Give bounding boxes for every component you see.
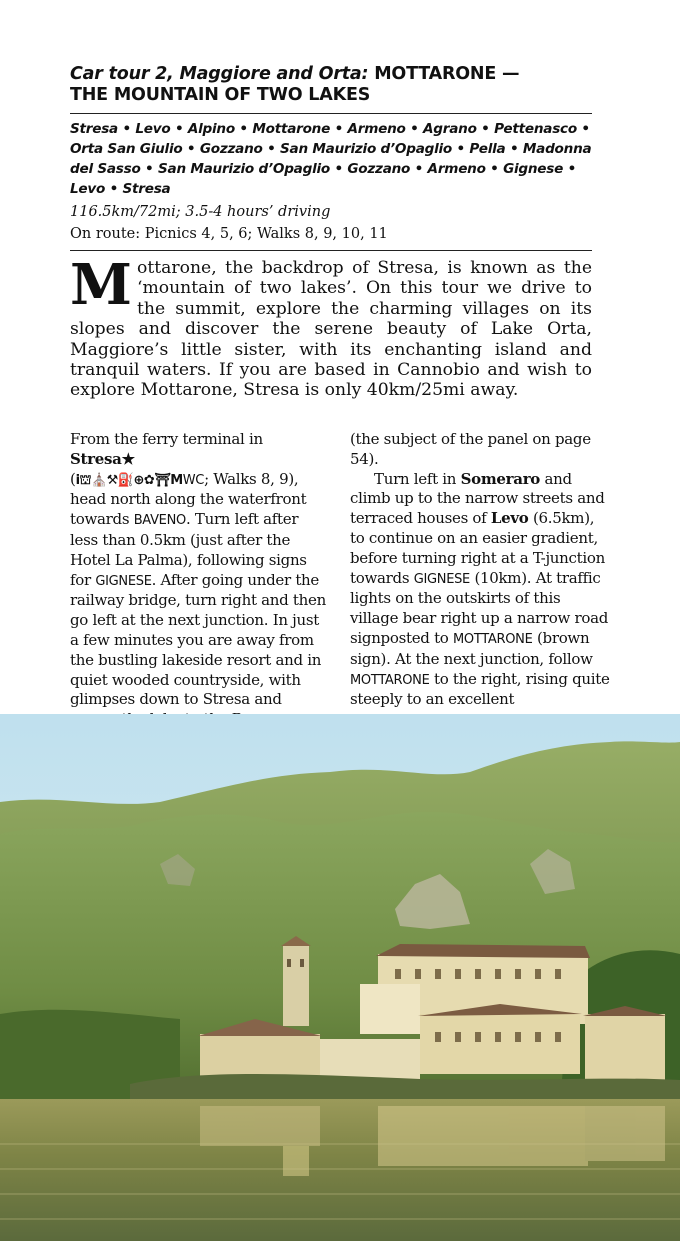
- col2-text-f: to the right, rising quite steeply to an excellent: [350, 669, 610, 709]
- page-title: [70, 64, 592, 106]
- place-levo: Levo: [490, 509, 529, 528]
- col2-paragraph-1: (the subject of the panel on page 54).: [350, 430, 591, 468]
- col1-paragraph: [70, 430, 327, 750]
- sign-mottarone-1: MOTTARONE: [453, 631, 533, 647]
- amenity-icons: i⛫⛪⚒⛽⊕✿⛩M: [75, 472, 183, 488]
- title-tour-label: Car tour 2, Maggiore and Orta:: [70, 64, 369, 84]
- col1-text-a: From the ferry terminal in: [70, 430, 263, 448]
- photo-illustration: [0, 714, 680, 1241]
- col2-paragraph-2: [350, 470, 612, 711]
- lake-orta-photo: [0, 714, 680, 1241]
- sign-mottarone-2: MOTTARONE: [350, 672, 430, 688]
- col2-text-b: and climb up to the narrow streets and terraced houses of: [350, 469, 605, 528]
- body-column-left: [70, 430, 327, 750]
- wc-icon: WC: [182, 472, 205, 488]
- place-someraro: Someraro: [460, 469, 541, 488]
- place-stresa: Stresa: [70, 449, 122, 468]
- col2-text-d: (10km). At traffic lights on the outskirts of this village bear right up a narrow road signposted to: [350, 568, 609, 647]
- title-rule: [70, 113, 592, 114]
- col2-text-a: Turn left in: [374, 469, 461, 488]
- col1-text-b: ; Walks 8, 9), head north along the waterfront towards: [70, 469, 307, 529]
- body-column-right: [350, 430, 612, 710]
- route-distance: 116.5km/72mi; 3.5-4 hours’ driving: [70, 204, 331, 220]
- title-upper-2: THE MOUNTAIN OF TWO LAKES: [70, 85, 371, 105]
- intro-paragraph: [70, 252, 592, 401]
- col1-text-c: . Turn left after less than 0.5km (just after the Hotel La Palma), following signs for: [70, 510, 307, 589]
- sign-gignese-2: GIGNESE: [413, 571, 470, 587]
- col1-text-d: . After going under the railway bridge, turn right and then go left at the next junction. In just a few minutes you are away from the bustling lakeside resort and in quiet wooded countryside, with glimpses down to Stresa and: [70, 570, 326, 709]
- col2-text-c: (6.5km), to continue on an easier gradient, before turning right at a T-junction towards: [350, 509, 605, 587]
- drop-cap: M: [70, 252, 132, 318]
- sign-gignese: GIGNESE: [95, 573, 152, 589]
- route-towns: Stresa • Levo • Alpino • Mottarone • Armeno • Agrano • Pettenasco • Orta San Giulio • Gozzano • San Maurizio d’Opaglio • Pella • Madonna del Sasso • San Maurizio d’Opaglio • Gozzano • Armeno • Gignese • Levo • Stresa: [70, 121, 592, 197]
- col1-paren: (: [70, 469, 76, 488]
- title-upper-1: MOTTARONE —: [368, 64, 520, 84]
- intro-text: ottarone, the backdrop of Stresa, is known as the ‘mountain of two lakes’. On this tour we drive to the summit, explore the charming villages on its slopes and discover the serene beauty of Lake Orta, Maggiore’s little sister, with its enchanting island and tranquil waters. If you are based in Cannobio and wish to explore Mottarone, Stresa is only 40km/25mi away.: [70, 258, 592, 401]
- star-icon: ★: [121, 449, 135, 468]
- route-on-route: On route: Picnics 4, 5, 6; Walks 8, 9, 10, 11: [70, 226, 388, 242]
- col2-text-e: (brown sign). At the next junction, follow: [350, 628, 593, 668]
- route-rule: [70, 250, 592, 251]
- sign-baveno: BAVENO: [133, 513, 186, 529]
